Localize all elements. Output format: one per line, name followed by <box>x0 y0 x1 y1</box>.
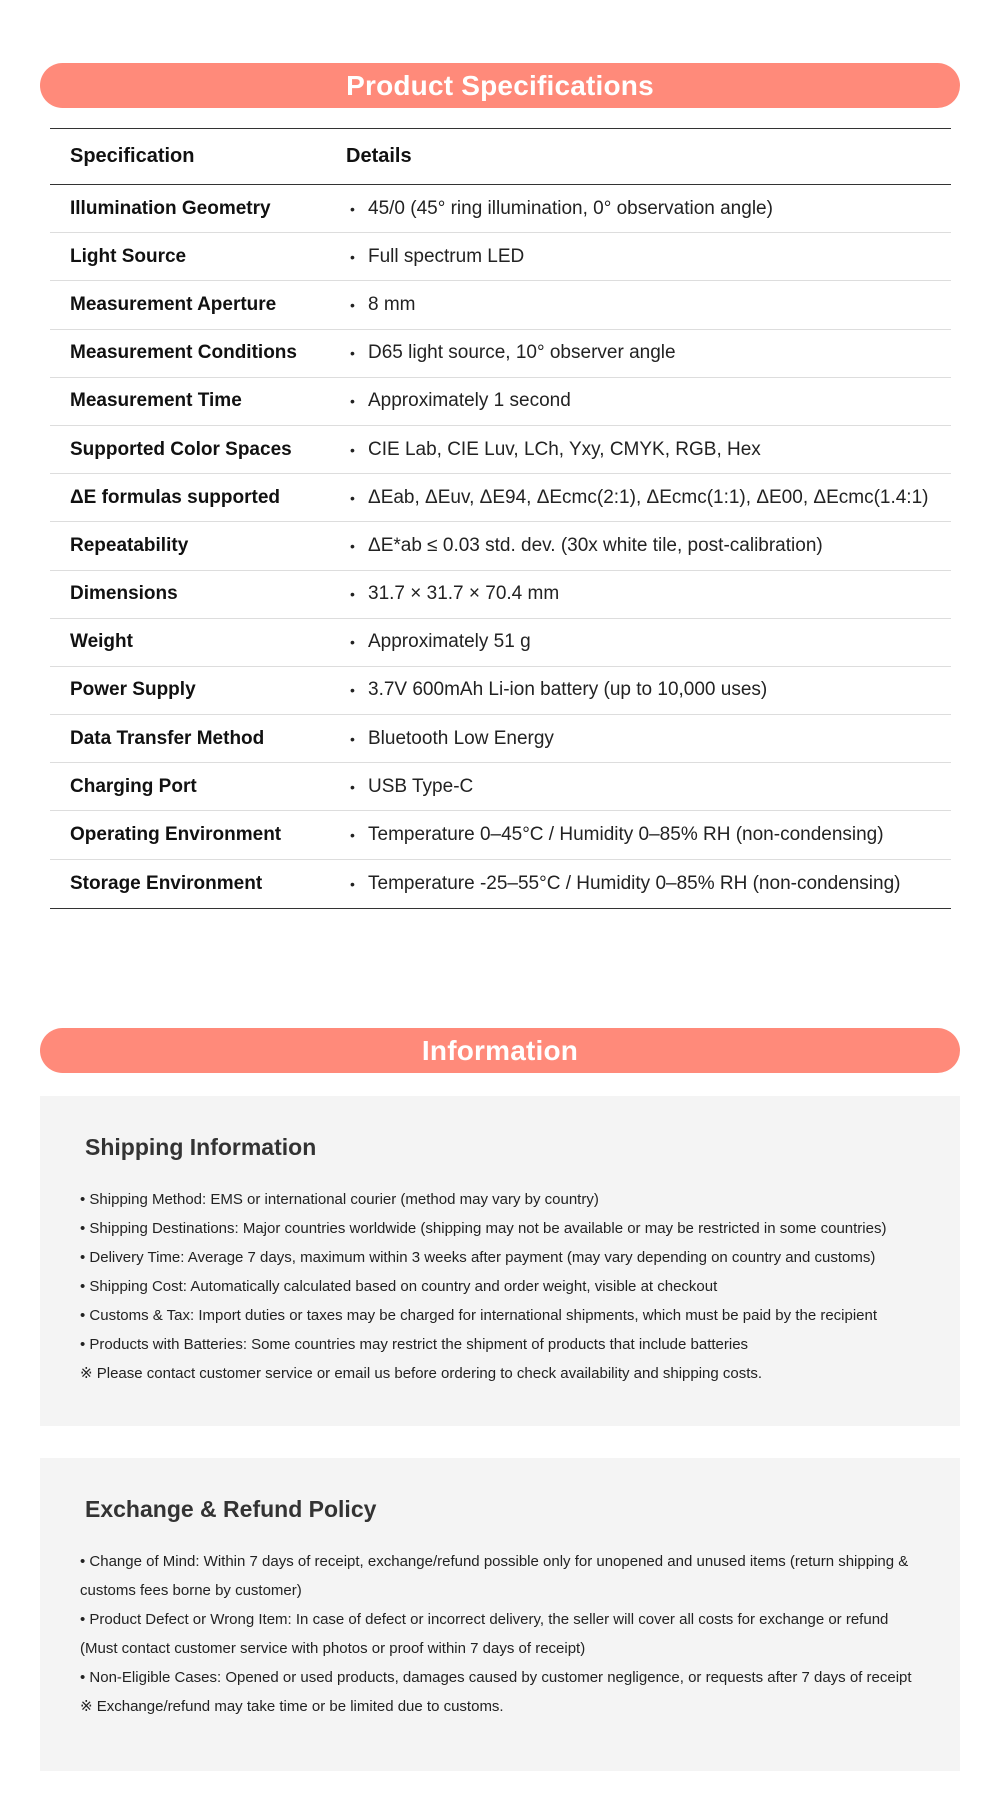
spec-value: 45/0 (45° ring illumination, 0° observation angle) <box>368 197 773 219</box>
spec-label: Measurement Aperture <box>70 293 277 315</box>
list-item: • Products with Batteries: Some countries may restrict the shipment of products that include batteries <box>80 1336 749 1353</box>
spec-value: CIE Lab, CIE Luv, LCh, Yxy, CMYK, RGB, Hex <box>368 438 761 460</box>
product-specifications-banner <box>40 63 960 108</box>
list-item: • Delivery Time: Average 7 days, maximum within 3 weeks after payment (may vary depending on country and customs) <box>80 1249 876 1266</box>
list-item: • Shipping Cost: Automatically calculated based on country and order weight, visible at checkout <box>80 1278 718 1295</box>
spec-label: Weight <box>70 631 133 653</box>
spec-label: Repeatability <box>70 534 189 556</box>
bullet-glyph: • <box>350 827 355 844</box>
table-row <box>50 281 951 329</box>
table-row <box>50 378 951 426</box>
table-row <box>50 571 951 619</box>
bullet-glyph: • <box>350 875 355 892</box>
spec-detail <box>346 487 951 509</box>
spec-value: D65 light source, 10° observer angle <box>368 342 676 364</box>
spec-label: Supported Color Spaces <box>70 438 292 460</box>
spec-detail <box>346 535 951 557</box>
information-banner <box>40 1028 960 1073</box>
spec-detail <box>346 342 951 364</box>
bullet-glyph: • <box>350 296 355 313</box>
list-item: • Shipping Method: EMS or international courier (method may vary by country) <box>80 1191 599 1208</box>
spec-value: 3.7V 600mAh Li-ion battery (up to 10,000 uses) <box>368 679 768 701</box>
spec-detail <box>346 824 951 846</box>
table-body <box>50 185 951 908</box>
spec-detail <box>346 631 951 653</box>
section-title: Information <box>421 1034 579 1066</box>
table-row <box>50 330 951 378</box>
list-item: customs fees borne by customer) <box>80 1582 302 1599</box>
spec-value: ΔE*ab ≤ 0.03 std. dev. (30x white tile, post-calibration) <box>368 534 823 556</box>
spec-value: Full spectrum LED <box>368 245 525 267</box>
spec-value: Temperature -25–55°C / Humidity 0–85% RH (non-condensing) <box>368 872 901 894</box>
list-item: • Shipping Destinations: Major countries worldwide (shipping may not be available or may be restricted in some countries) <box>80 1220 887 1237</box>
header-details: Details <box>346 145 412 167</box>
spec-label: Power Supply <box>70 679 196 701</box>
spec-detail <box>346 583 951 605</box>
spec-label: Measurement Conditions <box>70 342 297 364</box>
table-row <box>50 763 951 811</box>
spec-value: Approximately 51 g <box>368 631 531 653</box>
shipping-lines <box>80 1185 920 1388</box>
bullet-glyph: • <box>350 730 355 747</box>
spec-detail <box>346 873 951 895</box>
spec-value: Approximately 1 second <box>368 390 571 412</box>
spec-label: Operating Environment <box>70 824 282 846</box>
spec-detail <box>346 776 951 798</box>
bullet-glyph: • <box>350 200 355 217</box>
spec-detail <box>346 439 951 461</box>
spec-label: Dimensions <box>70 583 178 605</box>
bullet-glyph: • <box>350 345 355 362</box>
list-item: • Customs & Tax: Import duties or taxes may be charged for international shipments, which must be paid by the recipient <box>80 1307 878 1324</box>
list-item: (Must contact customer service with photos or proof within 7 days of receipt) <box>80 1640 586 1657</box>
spec-detail <box>346 679 951 701</box>
bullet-glyph: • <box>350 586 355 603</box>
section-title: Product Specifications <box>346 69 654 101</box>
list-item: • Change of Mind: Within 7 days of receipt, exchange/refund possible only for unopened and unused items (return shipping & <box>80 1553 909 1570</box>
spec-value: 31.7 × 31.7 × 70.4 mm <box>368 583 560 605</box>
table-row <box>50 233 951 281</box>
table-row <box>50 860 951 908</box>
spec-detail <box>346 246 951 268</box>
table-row <box>50 185 951 233</box>
table-row <box>50 522 951 570</box>
header-specification: Specification <box>70 145 195 167</box>
bullet-glyph: • <box>350 489 355 506</box>
refund-title: Exchange & Refund Policy <box>85 1496 377 1522</box>
spec-value: USB Type-C <box>368 775 474 797</box>
table-row <box>50 426 951 474</box>
spec-label: Charging Port <box>70 775 197 797</box>
bullet-glyph: • <box>350 634 355 651</box>
spec-label: Light Source <box>70 245 187 267</box>
table-header <box>50 129 951 185</box>
spec-detail <box>346 198 951 220</box>
bullet-glyph: • <box>350 537 355 554</box>
bullet-glyph: • <box>350 682 355 699</box>
specifications-table <box>50 128 951 909</box>
spec-detail <box>346 294 951 316</box>
list-item: ※ Exchange/refund may take time or be limited due to customs. <box>80 1698 504 1715</box>
bullet-glyph: • <box>350 248 355 265</box>
spec-value: 8 mm <box>368 293 416 315</box>
spec-label: Illumination Geometry <box>70 197 271 219</box>
refund-policy-box <box>40 1458 960 1771</box>
refund-lines <box>80 1547 920 1721</box>
spec-value: Temperature 0–45°C / Humidity 0–85% RH (non-condensing) <box>368 824 884 846</box>
bullet-glyph: • <box>350 393 355 410</box>
table-row <box>50 667 951 715</box>
spec-label: Data Transfer Method <box>70 727 265 749</box>
spec-label: ΔE formulas supported <box>70 486 281 508</box>
table-row <box>50 619 951 667</box>
shipping-information-box <box>40 1096 960 1426</box>
bullet-glyph: • <box>350 441 355 458</box>
bullet-glyph: • <box>350 778 355 795</box>
spec-value: ΔEab, ΔEuv, ΔE94, ΔEcmc(2:1), ΔEcmc(1:1), ΔE00, ΔEcmc(1.4:1) <box>368 486 929 508</box>
spec-label: Storage Environment <box>70 872 263 894</box>
list-item: • Product Defect or Wrong Item: In case of defect or incorrect delivery, the seller will cover all costs for exchange or refund <box>80 1611 889 1628</box>
table-row <box>50 474 951 522</box>
list-item: • Non-Eligible Cases: Opened or used products, damages caused by customer negligence, or requests after 7 days of receipt <box>80 1669 912 1686</box>
list-item: ※ Please contact customer service or email us before ordering to check availability and shipping costs. <box>80 1365 763 1382</box>
shipping-title: Shipping Information <box>85 1134 317 1160</box>
spec-label: Measurement Time <box>70 390 242 412</box>
spec-value: Bluetooth Low Energy <box>368 727 554 749</box>
spec-detail <box>346 728 951 750</box>
spec-detail <box>346 390 951 412</box>
table-row <box>50 811 951 859</box>
table-row <box>50 715 951 763</box>
